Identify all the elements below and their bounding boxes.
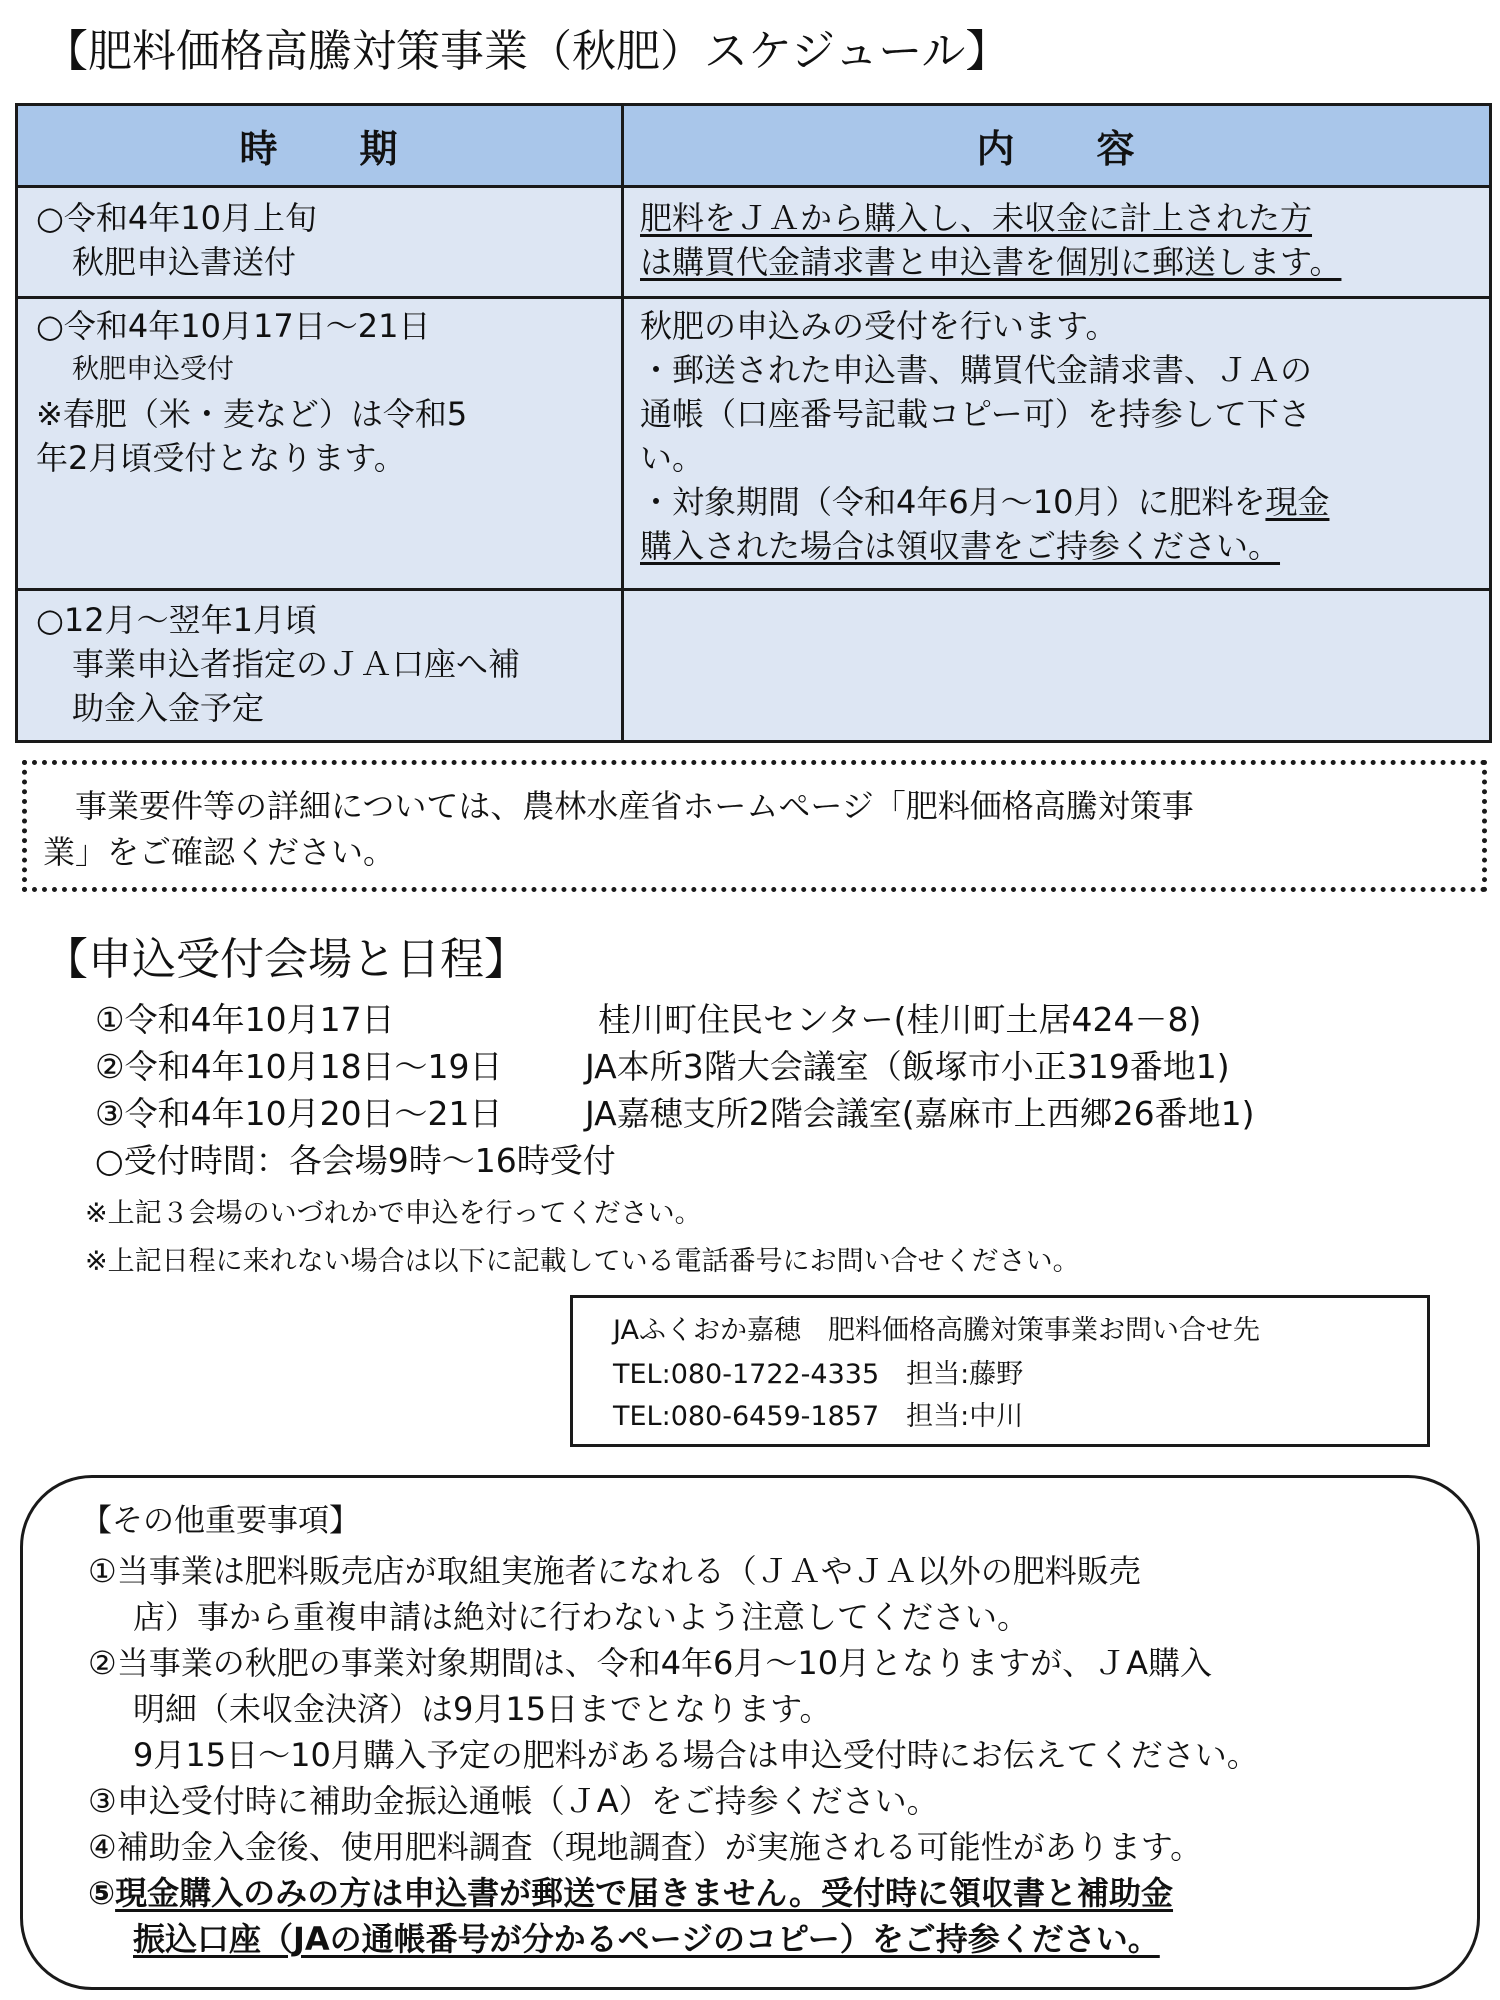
contact-title: JAふくおか嘉穂 肥料価格高騰対策事業お問い合せ先 xyxy=(613,1315,1260,1346)
list-item: 明細（未収金決済）は9月15日までとなります。 xyxy=(133,1690,832,1728)
list-item-emphasis: ⑤現金購入のみの方は申込書が郵送で届きません。受付時に領収書と補助金 xyxy=(88,1874,1174,1912)
list-item-emphasis: 振込口座（JAの通帳番号が分かるページのコピー）をご持参ください。 xyxy=(133,1920,1160,1958)
reception-time: ○受付時間：各会場9時～16時受付 xyxy=(95,1141,616,1180)
table-row-content: 秋肥の申込みの受付を行います。 ・郵送された申込書、購買代金請求書、ＪＡの 通帳（口座番号記載コピー可）を持参して下さ い。 ・対象期間（令和4年6月～10月）に肥料を現金 購入された場合は領収書をご持参ください。 xyxy=(640,307,1330,565)
list-item: ④補助金入金後、使用肥料調査（現地調査）が実施される可能性があります。 xyxy=(88,1828,1203,1866)
list-item: ②当事業の秋肥の事業対象期間は、令和4年6月～10月となりますが、ＪA購入 xyxy=(88,1644,1213,1682)
contact-phone: TEL:080-6459-1857 担当:中川 xyxy=(613,1401,1024,1432)
table-row: ○12月～翌年1月頃 事業申込者指定のＪＡ口座へ補 助金入金予定 xyxy=(36,601,521,727)
table-row-divider xyxy=(18,588,1489,591)
list-item: 店）事から重複申請は絶対に行わないよう注意してください。 xyxy=(133,1598,1030,1636)
important-notes-title: 【その他重要事項】 xyxy=(81,1503,360,1539)
table-header-period: 時 期 xyxy=(18,106,621,188)
venue-date: ①令和4年10月17日 xyxy=(95,1000,395,1039)
table-row: ○令和4年10月上旬 秋肥申込書送付 xyxy=(36,199,318,281)
table-column-divider xyxy=(621,106,624,740)
venues-title: 【申込受付会場と日程】 xyxy=(44,934,528,985)
list-item: ③申込受付時に補助金振込通帳（ＪA）をご持参ください。 xyxy=(88,1782,939,1820)
venue-date: ③令和4年10月20日～21日 xyxy=(95,1094,503,1133)
table-row-divider xyxy=(18,296,1489,299)
list-item: ①当事業は肥料販売店が取組実施者になれる（ＪＡやＪＡ以外の肥料販売 xyxy=(88,1552,1141,1590)
contact-phone: TEL:080-1722-4335 担当:藤野 xyxy=(613,1359,1024,1390)
list-item: 9月15日～10月購入予定の肥料がある場合は申込受付時にお伝えてください。 xyxy=(133,1736,1259,1774)
important-notes-box xyxy=(20,1475,1480,1990)
contact-box xyxy=(570,1295,1430,1447)
venue-place: 桂川町住民センター(桂川町土居424－8) xyxy=(598,1000,1202,1039)
page-title: 【肥料価格高騰対策事業（秋肥）スケジュール】 xyxy=(44,26,1010,77)
venue-place: JA本所3階大会議室（飯塚市小正319番地1) xyxy=(585,1047,1230,1086)
venue-place: JA嘉穂支所2階会議室(嘉麻市上西郷26番地1) xyxy=(585,1094,1255,1133)
note: ※上記日程に来れない場合は以下に記載している電話番号にお問い合せください。 xyxy=(85,1246,1080,1277)
schedule-table xyxy=(15,103,1492,743)
table-row-content: 肥料をＪＡから購入し、未収金に計上された方 は購買代金請求書と申込書を個別に郵送します。 xyxy=(640,199,1342,281)
venue-date: ②令和4年10月18日～19日 xyxy=(95,1047,503,1086)
notice-box: 事業要件等の詳細については、農林水産省ホームページ「肥料価格高騰対策事 業」をご確認ください。 xyxy=(22,760,1487,892)
table-header-content: 内 容 xyxy=(624,106,1489,188)
table-row: ○令和4年10月17日～21日 秋肥申込受付 ※春肥（米・麦など）は令和5 年2月頃受付となります。 xyxy=(36,307,468,477)
note: ※上記３会場のいづれかで申込を行ってください。 xyxy=(85,1198,702,1229)
